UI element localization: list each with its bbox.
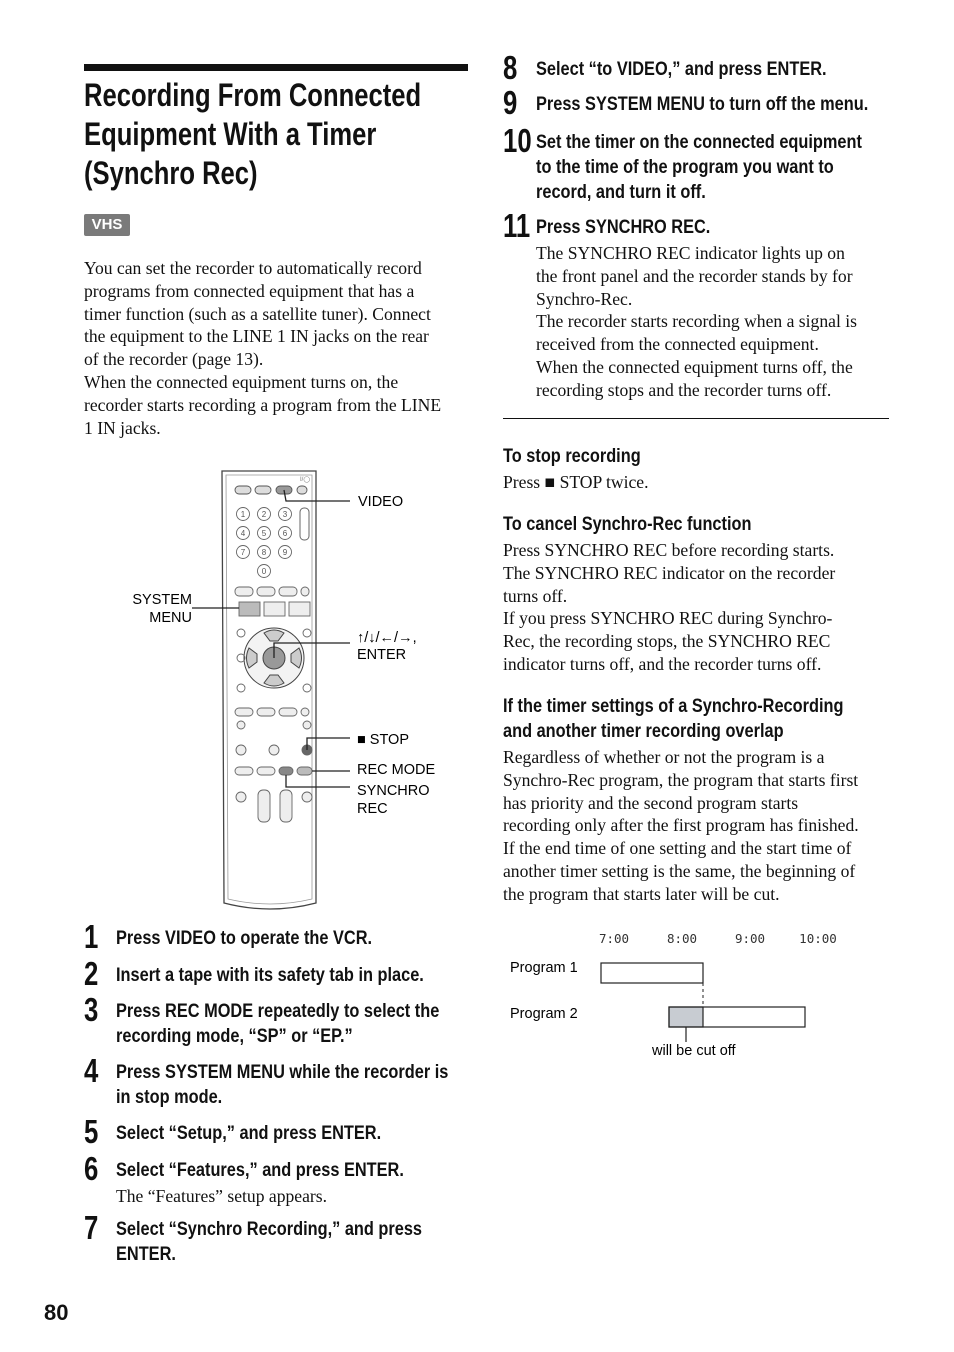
body-line: Rec, the recording stops, the SYNCHRO REC: [503, 631, 831, 652]
note-line: the front panel and the recorder stands by for: [536, 265, 853, 286]
program-1-bar: [601, 963, 703, 983]
intro-line: the equipment to the LINE 1 IN jacks on the rear: [84, 326, 429, 347]
body-line: another timer setting is the same, the beginning of: [503, 860, 856, 881]
step-text: Press SYNCHRO REC.: [536, 217, 711, 238]
step-note: The “Features” setup appears.: [116, 1186, 328, 1206]
step-line: record, and turn it off.: [536, 182, 706, 203]
system-menu-label: SYSTEM: [132, 592, 192, 608]
intro-line: timer function (such as a satellite tuner). Connect: [84, 303, 431, 324]
step-text: Select “Setup,” and press ENTER.: [116, 1123, 382, 1144]
cut-label: will be cut off: [652, 1043, 736, 1059]
body-line: Synchro-Rec program, the program that starts first: [503, 769, 859, 790]
step-text: Select “Features,” and press ENTER.: [116, 1160, 404, 1181]
time-tick-label: 9:00: [734, 931, 766, 946]
page-number: 80: [44, 1300, 69, 1325]
keypad-digit: 3: [282, 510, 288, 519]
step-line: Press REC MODE repeatedly to select the: [116, 1001, 440, 1022]
step-number: 10: [503, 122, 532, 159]
step-number: 4: [84, 1052, 99, 1089]
step-text: Insert a tape with its safety tab in place.: [116, 965, 424, 986]
synchro-rec-button: [279, 767, 293, 775]
keypad-digit: 4: [240, 529, 246, 538]
title-rule: [84, 64, 468, 71]
step-text: [536, 130, 862, 205]
keypad-digit: 1: [240, 510, 246, 519]
section-body: [503, 746, 859, 906]
intro-paragraph: [84, 257, 474, 439]
step-text: Select “to VIDEO,” and press ENTER.: [536, 59, 827, 80]
step-number: 7: [84, 1209, 99, 1246]
time-tick-label: 10:00: [799, 931, 837, 946]
video-label: VIDEO: [358, 494, 404, 510]
section-heading: [503, 694, 843, 744]
system-menu-button: [239, 602, 260, 616]
intro-line: programs from connected equipment that has a: [84, 280, 415, 301]
step-number: 11: [503, 207, 531, 244]
section-body: Press ■ STOP twice.: [503, 472, 649, 492]
step-line: recording mode, “SP” or “EP.”: [116, 1026, 353, 1047]
step-line: Select “Synchro Recording,” and press: [116, 1219, 423, 1240]
title-line: Recording From Connected: [84, 77, 422, 113]
body-line: recording only after the first program has finished.: [503, 815, 859, 836]
page-title: [84, 76, 421, 193]
stop-label: ■ STOP: [357, 732, 410, 748]
title-line: Equipment With a Timer: [84, 116, 377, 152]
note-line: The SYNCHRO REC indicator lights up on: [536, 243, 845, 263]
section-heading: To stop recording: [503, 446, 641, 467]
keypad-digit: 5: [261, 529, 267, 538]
program-1-label: Program 1: [510, 960, 578, 976]
keypad-digit: 8: [261, 548, 267, 557]
arrows-label: ↑/↓/←/→,: [357, 630, 417, 646]
intro-line: recorder starts recording a program from the LINE: [84, 394, 442, 415]
body-line: If you press SYNCHRO REC during Synchro-: [503, 608, 833, 629]
section-divider: [503, 418, 889, 419]
body-line: has priority and the second program starts: [503, 792, 799, 813]
heading-line: If the timer settings of a Synchro-Recording: [503, 696, 844, 717]
step-text: [116, 999, 439, 1049]
system-menu-label-2: MENU: [149, 610, 192, 626]
body-line: Regardless of whether or not the program is a: [503, 747, 825, 767]
intro-line: of the recorder (page 13).: [84, 349, 264, 370]
step-line: Set the timer on the connected equipment: [536, 132, 862, 153]
title-line: (Synchro Rec): [84, 155, 258, 191]
body-line: The SYNCHRO REC indicator on the recorder: [503, 562, 836, 583]
time-tick-label: 7:00: [598, 931, 630, 946]
body-line: indicator turns off, and the recorder turns off.: [503, 653, 822, 674]
note-line: received from the connected equipment.: [536, 334, 819, 355]
intro-line: When the connected equipment turns on, the: [84, 371, 399, 392]
section-heading: To cancel Synchro-Rec function: [503, 514, 752, 535]
note-line: recording stops and the recorder turns off.: [536, 379, 832, 400]
step-line: to the time of the program you want to: [536, 157, 834, 178]
heading-line: and another timer recording overlap: [503, 721, 784, 742]
note-line: Synchro-Rec.: [536, 288, 633, 309]
step-number: 1: [84, 918, 99, 955]
intro-line: 1 IN jacks.: [84, 417, 161, 438]
step-line: Press SYSTEM MENU while the recorder is: [116, 1062, 449, 1083]
keypad-digit: 9: [282, 548, 288, 557]
step-note: [536, 242, 896, 402]
synchro-rec-label: SYNCHRO: [357, 783, 430, 799]
cut-segment: [669, 1007, 703, 1027]
keypad-digit: 0: [261, 567, 267, 576]
time-tick-label: 8:00: [666, 931, 698, 946]
step-text: Press SYSTEM MENU to turn off the menu.: [536, 94, 869, 115]
program-2-label: Program 2: [510, 1006, 578, 1022]
note-line: When the connected equipment turns off, the: [536, 356, 853, 377]
intro-line: You can set the recorder to automatically record: [84, 258, 422, 278]
step-number: 6: [84, 1150, 99, 1187]
body-line: If the end time of one setting and the start time of: [503, 838, 852, 859]
step-line: in stop mode.: [116, 1087, 223, 1108]
rec-mode-label: REC MODE: [357, 762, 436, 778]
synchro-rec-label-2: REC: [357, 801, 388, 817]
enter-label: ENTER: [357, 647, 407, 663]
rec-mode-button: [297, 767, 312, 775]
step-number: 9: [503, 84, 518, 121]
body-line: turns off.: [503, 585, 568, 606]
volume-rocker: [300, 508, 309, 540]
section-body: [503, 539, 835, 676]
step-number: 3: [84, 991, 99, 1028]
vhs-badge: VHS: [84, 214, 130, 236]
step-text: [116, 1060, 448, 1110]
body-line: Press SYNCHRO REC before recording starts.: [503, 540, 835, 560]
body-line: the program that starts later will be cut.: [503, 883, 780, 904]
keypad-digit: 6: [282, 529, 288, 538]
step-number: 8: [503, 49, 518, 86]
timeline-diagram: [500, 925, 860, 1065]
remote-control-figure: [110, 465, 470, 915]
svg-text:I/◯: I/◯: [300, 477, 311, 483]
keypad-digit: 7: [240, 548, 246, 557]
keypad-digit: 2: [261, 510, 267, 519]
step-text: Press VIDEO to operate the VCR.: [116, 928, 373, 949]
step-number: 5: [84, 1113, 99, 1150]
note-line: The recorder starts recording when a signal is: [536, 311, 857, 332]
step-line: ENTER.: [116, 1244, 176, 1265]
step-number: 2: [84, 955, 99, 992]
step-text: [116, 1217, 422, 1267]
